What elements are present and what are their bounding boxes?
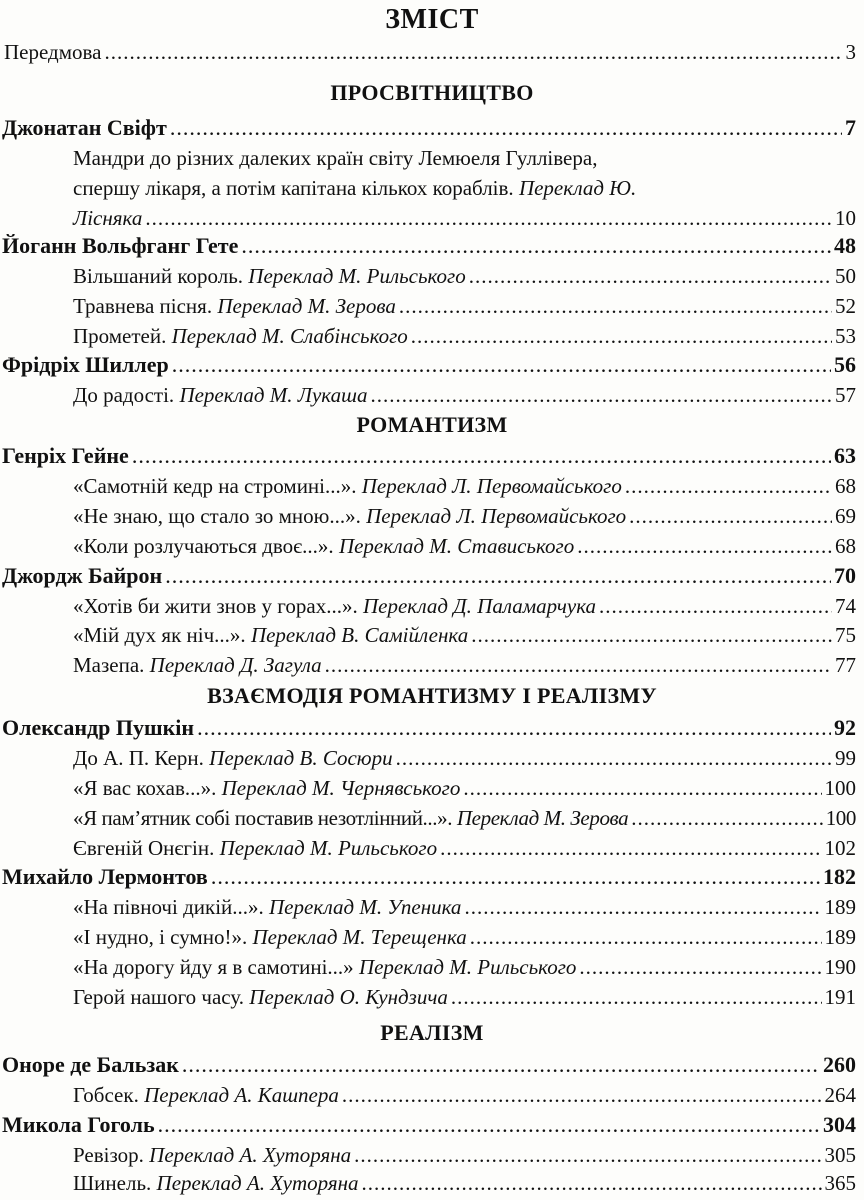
toc-work <box>73 650 856 680</box>
dot-leader <box>370 380 832 410</box>
dot-leader <box>211 862 820 892</box>
toc-work <box>73 471 856 501</box>
translation-credit: Переклад М. Упеника <box>269 895 462 919</box>
toc-author <box>2 231 856 261</box>
author-name: Михайло Лермонтов <box>2 864 208 889</box>
toc-work <box>73 380 856 410</box>
dot-leader <box>399 291 832 321</box>
page-number: 53 <box>835 324 856 348</box>
dot-leader <box>241 231 831 261</box>
dot-leader <box>471 620 832 650</box>
work-title: Гобсек. <box>73 1083 139 1107</box>
dot-leader <box>411 321 832 351</box>
page-number: 69 <box>835 504 856 528</box>
dot-leader <box>104 37 842 67</box>
page-title: ЗМІСТ <box>385 4 479 35</box>
toc-author <box>2 441 856 471</box>
dot-leader <box>158 1110 820 1140</box>
work-title: До А. П. Керн. <box>73 746 204 770</box>
toc-work <box>73 833 856 863</box>
page-number: 92 <box>834 715 856 740</box>
page-number: 365 <box>824 1171 856 1195</box>
toc-work <box>73 982 856 1012</box>
dot-leader <box>469 261 832 291</box>
dot-leader <box>182 1050 820 1080</box>
work-title: Вільшаний король. <box>73 264 244 288</box>
page-number: 68 <box>835 534 856 558</box>
toc-work <box>73 620 856 650</box>
translation-credit: Переклад А. Хуторяна <box>156 1171 359 1195</box>
work-title: «Я пам’ятник собі поставив незотлінний...». <box>73 806 453 830</box>
page-number: 305 <box>824 1143 856 1167</box>
translation-credit: Переклад Л. Первомайського <box>366 504 627 528</box>
page-number: 57 <box>835 383 856 407</box>
author-name: Фрідріх Шиллер <box>2 352 169 377</box>
page-number: 50 <box>835 264 856 288</box>
work-title: До радості. <box>73 383 175 407</box>
page-number: 52 <box>835 294 856 318</box>
page-number: 7 <box>845 115 856 140</box>
toc-entry-preface <box>4 37 856 67</box>
work-title-line-1: Мандри до різних далеких країн світу Лемюеля Гуллівера, <box>73 146 598 170</box>
toc-author <box>2 113 856 143</box>
work-title: спершу лікаря, а потім капітана кількох кораблів. <box>73 176 514 200</box>
toc-author <box>2 561 856 591</box>
author-name: Йоганн Вольфганг Гете <box>2 233 239 258</box>
dot-leader <box>629 501 832 531</box>
translation-credit: Переклад М. Чернявського <box>221 776 461 800</box>
dot-leader <box>463 773 821 803</box>
work-title: «Мій дух як ніч...». <box>73 623 246 647</box>
translation-credit: Переклад А. Кашпера <box>144 1083 339 1107</box>
translation-credit: Лісняка <box>73 206 143 230</box>
work-title: «На дорогу йду я в самотині...» <box>73 955 354 979</box>
dot-leader <box>577 531 832 561</box>
dot-leader <box>172 350 831 380</box>
translation-credit: Переклад М. Зерова <box>217 294 396 318</box>
page-number: 10 <box>835 206 856 230</box>
work-title: Євгеній Онєгін. <box>73 836 215 860</box>
section-heading: ВЗАЄМОДІЯ РОМАНТИЗМУ І РЕАЛІЗМУ <box>207 683 657 708</box>
translation-credit: Переклад Д. Загула <box>149 653 322 677</box>
translation-credit: Переклад В. Сосюри <box>209 746 393 770</box>
author-name: Генріх Гейне <box>2 443 129 468</box>
translation-credit: Переклад М. Терещенка <box>252 925 467 949</box>
author-name: Джонатан Свіфт <box>2 115 167 140</box>
page-number: 191 <box>824 985 856 1009</box>
page-number: 100 <box>824 776 856 800</box>
dot-leader <box>631 803 822 833</box>
dot-leader <box>197 713 831 743</box>
dot-leader <box>145 203 832 233</box>
page-number: 3 <box>845 40 856 64</box>
page-number: 182 <box>823 864 856 889</box>
section-heading: ПРОСВІТНИЦТВО <box>330 80 534 105</box>
author-name: Микола Гоголь <box>2 1112 155 1137</box>
translation-credit: Переклад О. Кундзича <box>249 985 448 1009</box>
page-number: 100 <box>825 806 856 830</box>
dot-leader <box>354 1140 821 1170</box>
entry-title: Передмова <box>4 40 102 64</box>
page-number: 74 <box>835 594 856 618</box>
work-title: Травнева пісня. <box>73 294 213 318</box>
page-number: 189 <box>824 895 856 919</box>
translation-credit: Переклад Л. Первомайського <box>361 474 622 498</box>
page-number: 56 <box>834 352 856 377</box>
dot-leader <box>599 591 832 621</box>
page-number: 68 <box>835 474 856 498</box>
toc-work <box>73 591 856 621</box>
dot-leader <box>451 982 822 1012</box>
translation-credit: Переклад М. Лукаша <box>179 383 368 407</box>
translation-credit: Переклад М. Стависького <box>338 534 575 558</box>
work-title: Мазепа. <box>73 653 145 677</box>
toc-work <box>73 1168 856 1198</box>
toc-work <box>73 892 856 922</box>
page-number: 189 <box>824 925 856 949</box>
section-heading: РЕАЛІЗМ <box>380 1020 484 1045</box>
translation-credit: Переклад Д. Паламарчука <box>362 594 596 618</box>
toc-author <box>2 713 856 743</box>
toc-work <box>73 501 856 531</box>
page-number: 77 <box>835 653 856 677</box>
toc-work <box>73 261 856 291</box>
dot-leader <box>165 561 831 591</box>
dot-leader <box>325 650 832 680</box>
translation-credit: Переклад А. Хуторяна <box>149 1143 352 1167</box>
page-number: 102 <box>824 836 856 860</box>
dot-leader <box>470 922 822 952</box>
dot-leader <box>362 1168 822 1198</box>
author-name: Джордж Байрон <box>2 563 163 588</box>
translation-credit: Переклад М. Рильського <box>219 836 438 860</box>
work-title: «Я вас кохав...». <box>73 776 217 800</box>
dot-leader <box>464 892 821 922</box>
section-heading: РОМАНТИЗМ <box>356 412 508 437</box>
toc-work <box>73 321 856 351</box>
author-name: Олександр Пушкін <box>2 715 195 740</box>
dot-leader <box>440 833 821 863</box>
work-title: Шинель. <box>73 1171 152 1195</box>
page-number: 48 <box>834 233 856 258</box>
page-number: 264 <box>824 1083 856 1107</box>
page-number: 304 <box>823 1112 856 1137</box>
author-name: Оноре де Бальзак <box>2 1052 179 1077</box>
toc-author <box>2 1110 856 1140</box>
page-number: 70 <box>834 563 856 588</box>
work-title: Прометей. <box>73 324 167 348</box>
toc-work <box>73 803 856 833</box>
toc-work <box>73 291 856 321</box>
work-title: Герой нашого часу. <box>73 985 244 1009</box>
page-number: 75 <box>835 623 856 647</box>
work-title: «І нудно, і сумно!». <box>73 925 248 949</box>
dot-leader <box>625 471 832 501</box>
work-title: «Хотів би жити знов у горах...». <box>73 594 358 618</box>
dot-leader <box>132 441 831 471</box>
toc-work-multiline <box>73 143 856 203</box>
translation-credit: Переклад В. Самійленка <box>250 623 469 647</box>
toc-author <box>2 862 856 892</box>
work-title: «Коли розлучаються двоє...». <box>73 534 334 558</box>
translation-credit: Переклад М. Рильського <box>248 264 466 288</box>
page-number: 99 <box>835 746 856 770</box>
dot-leader <box>396 743 832 773</box>
work-title: Ревізор. <box>73 1143 144 1167</box>
toc-author <box>2 1050 856 1080</box>
work-title: «На півночі дикій...». <box>73 895 264 919</box>
translation-credit: Переклад М. Слабінського <box>171 324 408 348</box>
translation-credit: Переклад Ю. <box>518 176 637 200</box>
toc-work <box>73 1140 856 1170</box>
page-number: 190 <box>824 955 856 979</box>
work-title-line-2 <box>73 173 856 203</box>
work-title: «Самотній кедр на стромині...». <box>73 474 357 498</box>
toc-work <box>73 531 856 561</box>
translation-credit: Переклад М. Зерова <box>456 806 629 830</box>
translation-credit: Переклад М. Рильського <box>358 955 577 979</box>
toc-work <box>73 203 856 233</box>
toc-work <box>73 773 856 803</box>
dot-leader <box>342 1080 822 1110</box>
toc-work <box>73 922 856 952</box>
work-title: «Не знаю, що стало зо мною...». <box>73 504 361 528</box>
dot-leader <box>170 113 842 143</box>
toc-work <box>73 743 856 773</box>
dot-leader <box>579 952 821 982</box>
page-number: 260 <box>823 1052 856 1077</box>
page-number: 63 <box>834 443 856 468</box>
toc-work <box>73 952 856 982</box>
toc-work <box>73 1080 856 1110</box>
toc-author <box>2 350 856 380</box>
